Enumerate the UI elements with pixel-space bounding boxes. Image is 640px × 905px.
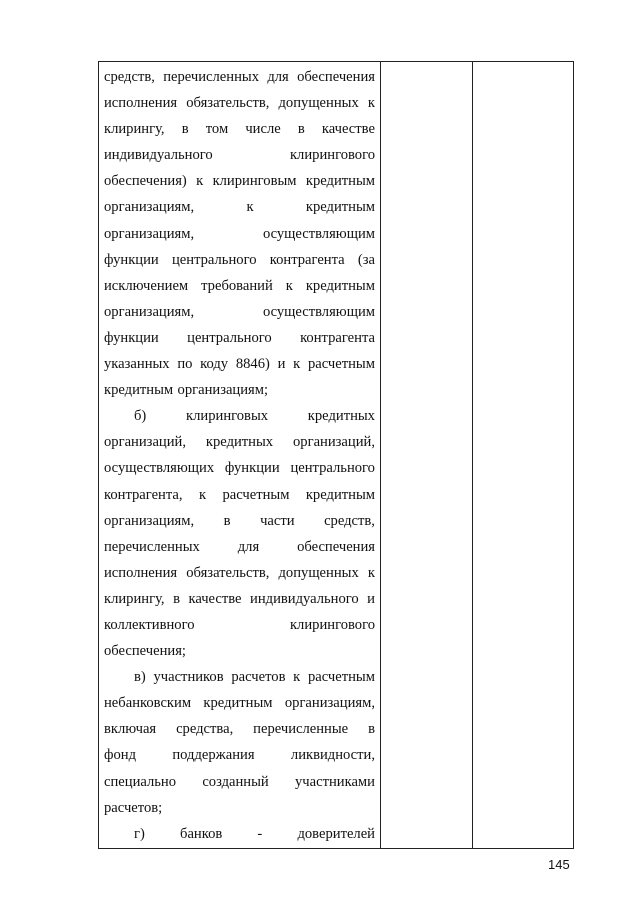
word: функции bbox=[224, 460, 280, 477]
word: индивидуального bbox=[250, 590, 359, 607]
word: допущенных bbox=[278, 564, 359, 581]
word: для bbox=[237, 538, 260, 555]
word: функции bbox=[104, 251, 159, 268]
word: фонд bbox=[104, 747, 136, 764]
text-line bbox=[104, 638, 375, 664]
word: клирингового bbox=[289, 147, 375, 164]
word: (за bbox=[357, 251, 375, 268]
text-line bbox=[104, 586, 375, 612]
word: качестве bbox=[188, 590, 242, 607]
text-line bbox=[104, 351, 375, 377]
word: доверителей bbox=[297, 825, 375, 842]
word: кредитных bbox=[307, 408, 375, 425]
word: расчетным bbox=[307, 669, 375, 686]
word: банков bbox=[180, 825, 223, 842]
word: осуществляющим bbox=[262, 303, 375, 320]
word: перечисленных bbox=[163, 69, 260, 85]
word: по bbox=[177, 356, 193, 373]
word: части bbox=[260, 512, 295, 529]
word: контрагента bbox=[269, 251, 345, 268]
word: контрагента bbox=[300, 329, 375, 346]
word: клирингового bbox=[289, 616, 375, 633]
word: центрального bbox=[171, 251, 257, 268]
text-line bbox=[104, 690, 375, 716]
text-line bbox=[104, 116, 375, 142]
word: контрагента, bbox=[104, 486, 183, 503]
word: обеспечения) bbox=[104, 173, 187, 190]
text-line bbox=[104, 429, 375, 455]
word: расчетов bbox=[231, 669, 286, 686]
word: б) bbox=[134, 408, 147, 425]
word: центрального bbox=[187, 329, 272, 346]
word: расчетным bbox=[222, 486, 290, 503]
word: к bbox=[367, 95, 375, 112]
word: организациям; bbox=[177, 382, 269, 399]
description-column bbox=[99, 62, 381, 848]
text-line bbox=[104, 299, 375, 325]
word: в bbox=[223, 512, 231, 529]
word: обеспечения; bbox=[104, 643, 186, 660]
text-line bbox=[104, 377, 375, 403]
word: кредитным bbox=[305, 173, 375, 190]
text-line bbox=[104, 482, 375, 508]
word: участниками bbox=[295, 773, 375, 790]
word: к bbox=[246, 199, 254, 216]
text-line bbox=[104, 168, 375, 194]
word: кредитным bbox=[305, 486, 375, 503]
word: средства, bbox=[176, 721, 234, 738]
text-line bbox=[104, 795, 375, 821]
word: числе bbox=[245, 121, 281, 138]
word: функции bbox=[104, 329, 159, 346]
word: исполнения bbox=[104, 95, 178, 112]
text-line bbox=[104, 455, 375, 481]
word: расчетным bbox=[307, 356, 375, 373]
word: кредитным bbox=[104, 382, 174, 399]
word: 8846) bbox=[235, 356, 270, 373]
word: осуществляющим bbox=[262, 225, 375, 242]
text-line bbox=[104, 142, 375, 168]
word: к bbox=[367, 564, 375, 581]
word: ликвидности, bbox=[290, 747, 375, 764]
word: организаций, bbox=[104, 434, 186, 451]
word: исключением bbox=[104, 277, 189, 294]
word: клирингу, bbox=[104, 590, 165, 607]
word: кредитных bbox=[205, 434, 274, 451]
word: допущенных bbox=[278, 95, 359, 112]
word: и bbox=[277, 356, 286, 373]
document-table bbox=[98, 61, 574, 849]
word: к bbox=[285, 277, 293, 294]
word: исполнения bbox=[104, 564, 178, 581]
text-line bbox=[104, 769, 375, 795]
word: в bbox=[297, 121, 305, 138]
word: том bbox=[205, 121, 229, 138]
text-line bbox=[104, 742, 375, 768]
word: организациям, bbox=[104, 303, 195, 320]
word: к bbox=[198, 486, 207, 503]
word: в) bbox=[134, 669, 146, 686]
word: обеспечения bbox=[297, 538, 375, 555]
word: в bbox=[173, 590, 180, 607]
word: кредитным bbox=[305, 199, 375, 216]
empty-column-2 bbox=[473, 62, 573, 848]
word: к bbox=[196, 173, 204, 190]
text-line bbox=[104, 273, 375, 299]
text-line bbox=[104, 90, 375, 116]
word: небанковским bbox=[104, 695, 192, 712]
word: для bbox=[267, 69, 289, 85]
word: осуществляющих bbox=[104, 460, 215, 477]
word: центрального bbox=[290, 460, 375, 477]
word: клиринговым bbox=[212, 173, 297, 190]
word: организациям, bbox=[284, 695, 375, 712]
word: перечисленные bbox=[253, 721, 349, 738]
word: клиринговых bbox=[186, 408, 269, 425]
word: обеспечения bbox=[297, 69, 375, 85]
word: участников bbox=[153, 669, 224, 686]
word: созданный bbox=[202, 773, 269, 790]
word: и bbox=[367, 590, 375, 607]
word: обязательств, bbox=[186, 564, 270, 581]
word: перечисленных bbox=[104, 538, 200, 555]
word: в bbox=[181, 121, 189, 138]
text-line bbox=[104, 508, 375, 534]
word: организаций, bbox=[292, 434, 375, 451]
text-line bbox=[104, 560, 375, 586]
word: коллективного bbox=[104, 616, 195, 633]
word: указанных bbox=[104, 356, 170, 373]
text-line bbox=[104, 664, 375, 690]
word: средств, bbox=[324, 512, 375, 529]
word: качестве bbox=[321, 121, 375, 138]
empty-column-1 bbox=[381, 62, 473, 848]
word: к bbox=[293, 356, 301, 373]
text-line bbox=[104, 194, 375, 220]
text-line bbox=[104, 821, 375, 847]
text-line bbox=[104, 325, 375, 351]
text-line bbox=[104, 403, 375, 429]
word: кредитным bbox=[305, 277, 375, 294]
word: коду bbox=[200, 356, 229, 373]
word: специально bbox=[104, 773, 177, 790]
word: организациям, bbox=[104, 512, 195, 529]
word: требований bbox=[201, 277, 273, 294]
page-number: 145 bbox=[548, 857, 570, 872]
word: кредитным bbox=[203, 695, 273, 712]
word: в bbox=[368, 721, 375, 738]
text-line bbox=[104, 221, 375, 247]
text-line bbox=[104, 534, 375, 560]
word: расчетов; bbox=[104, 799, 163, 816]
word: организациям, bbox=[104, 199, 195, 216]
word: к bbox=[293, 669, 301, 686]
word: поддержания bbox=[172, 747, 255, 764]
word: средств, bbox=[104, 69, 155, 85]
word: клирингу, bbox=[104, 121, 165, 138]
word: г) bbox=[134, 825, 145, 842]
word: - bbox=[257, 825, 263, 842]
word: индивидуального bbox=[104, 147, 213, 164]
text-line bbox=[104, 64, 375, 90]
word: включая bbox=[104, 721, 157, 738]
word: обязательств, bbox=[186, 95, 270, 112]
word: организациям, bbox=[104, 225, 195, 242]
text-line bbox=[104, 716, 375, 742]
text-line bbox=[104, 612, 375, 638]
text-line bbox=[104, 247, 375, 273]
